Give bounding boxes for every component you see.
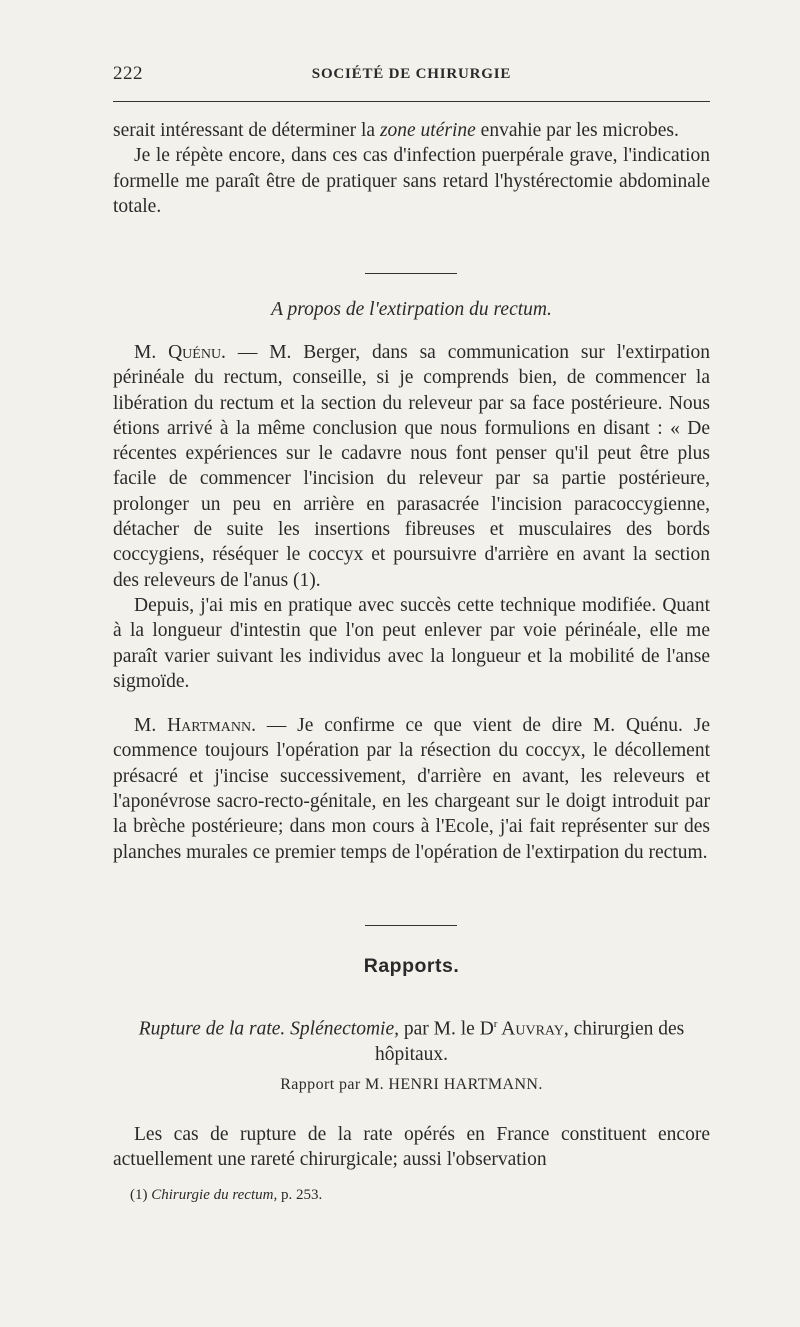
footnote-emphasis: Chirurgie du rectum, — [151, 1187, 278, 1203]
quenu-paragraph — [113, 340, 710, 593]
rapport-title — [113, 1012, 710, 1067]
rapport-paragraph-1: Les cas de rupture de la rate opérés en France constituent encore actuellement une rareté chirurgicale; aussi l'observation — [113, 1124, 710, 1171]
footnote-text: p. 253. — [277, 1187, 323, 1203]
intro-paragraph-2: Je le répète encore, dans ces cas d'infection puerpérale grave, l'indication formelle me paraît être de pratiquer sans retard l'hystérectomie abdominale totale. — [113, 145, 710, 217]
intro-p1-emphasis: zone utérine — [379, 120, 476, 141]
section-separator-2 — [365, 925, 457, 926]
rapport-title-text-b: chirurgien des hôpitaux. — [374, 1018, 685, 1065]
section-separator — [365, 273, 457, 274]
rapport-title-text-a: par M. le D — [399, 1018, 494, 1040]
intro-paragraph-1 — [113, 118, 710, 143]
footnote-mark: (1) — [130, 1187, 152, 1203]
hartmann-paragraph — [113, 713, 710, 865]
intro-text — [113, 118, 710, 219]
speaker-quenu: M. Quénu. — [134, 342, 226, 363]
rapport-byline: Rapport par M. HENRI HARTMANN. — [280, 1076, 543, 1093]
page-header — [113, 63, 710, 87]
quenu-text: — M. Berger, dans sa communication sur l'extirpation périnéale du rectum, conseille, si je comprends bien, de commencer la libération du rectum et la section du releveur par sa face postérieure. Nous étions arrivé à la même conclusion que nous formulions en disant : « De récentes expériences sur le cadavre nous font penser qu'il peut être plus facile de commencer l'incision du releveur par sa partie postérieure, prolonger un peu en arrière en parasacrée l'incision paracoccygienne, détacher de suite les insertions fibreuses et musculaires des bords coccygiens, réséquer le coccyx et poursuivre d'arrière en avant la section des releveurs de l'anus (1). — [113, 342, 710, 591]
intro-p1-text-a: serait intéressant de déterminer la — [113, 120, 380, 141]
rapport-title-sup: r — [493, 1018, 498, 1030]
section-title-rapports: Rapports. — [363, 955, 460, 977]
section1-text — [113, 340, 710, 865]
intro-p1-text-b: envahie par les microbes. — [475, 120, 679, 141]
rapport-text — [113, 1122, 710, 1173]
rapport-title-emphasis: Rupture de la rate. Splénectomie, — [138, 1018, 400, 1040]
hartmann-text: — Je confirme ce que vient de dire M. Quénu. Je commence toujours l'opération par la résection du coccyx, le décollement présacré et j'incise successivement, d'arrière en avant, les releveurs et l'aponévrose sacro-recto-génitale, en les chargeant sur le doigt introduit par la brèche postérieure; dans mon cours à l'Ecole, j'ai fait représenter sur des planches murales ce premier temps de l'opération de l'extirpation du rectum. — [113, 715, 711, 863]
rapport-author: Auvray, — [497, 1018, 569, 1040]
speaker-hartmann: M. Hartmann. — [134, 715, 256, 737]
footnote — [130, 1187, 322, 1204]
page-number: 222 — [113, 63, 143, 84]
depuis-paragraph: Depuis, j'ai mis en pratique avec succès cette technique modifiée. Quant à la longueur d'intestin que l'on peut enlever par voie périnéale, elle me paraît varier suivant les individus avec la longueur et la mobilité de l'anse sigmoïde. — [113, 594, 710, 692]
running-title: SOCIÉTÉ DE CHIRURGIE — [311, 66, 512, 82]
header-rule — [113, 101, 710, 102]
section-title-extirpation: A propos de l'extirpation du rectum. — [271, 299, 552, 320]
